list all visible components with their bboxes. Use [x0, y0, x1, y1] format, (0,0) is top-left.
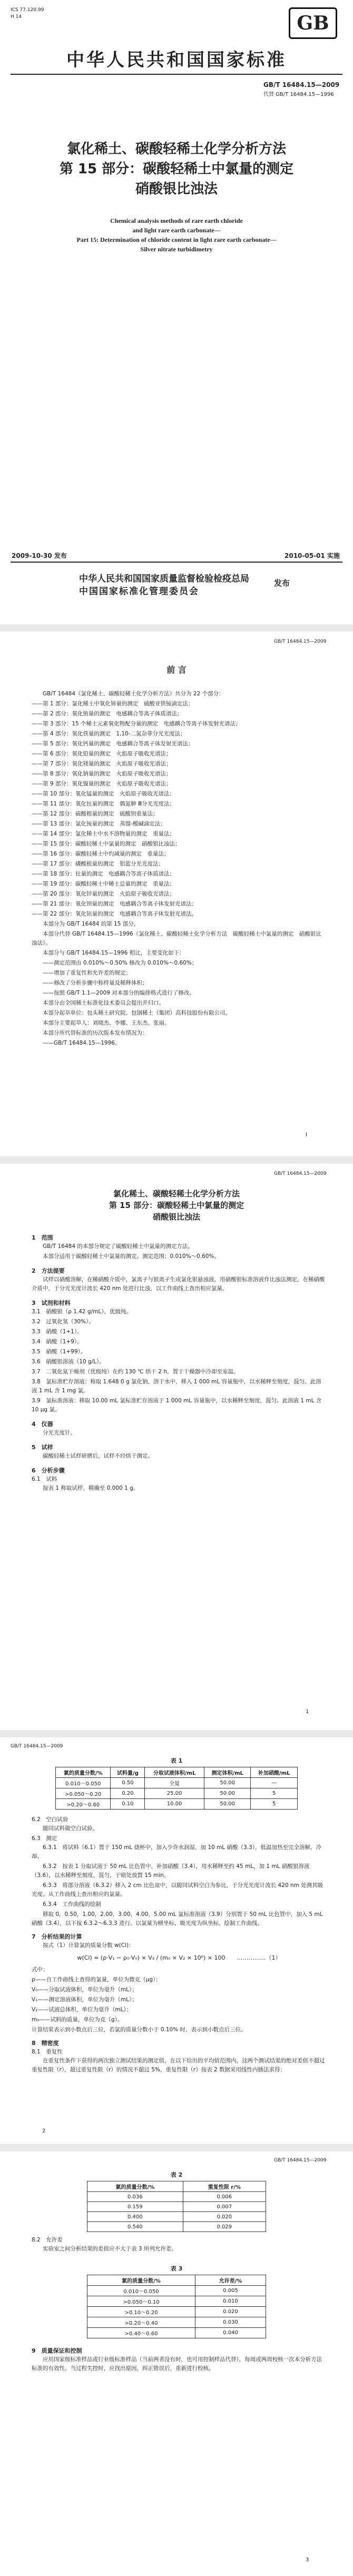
- table-row: [87, 2286, 266, 2296]
- formula-legend-item: V₀——分取试液体积，单位为毫升（mL）；: [32, 1987, 138, 1993]
- section-8-1-heading: 8.1 重复性: [32, 2049, 63, 2055]
- preface-paragraph: 本部分为 GB/T 16484 的第 15 部分。: [43, 921, 140, 927]
- preface-part-item: ——第 3 部分：15 个稀土元素氧化物配分量的测定 电感耦合等离子体发射光谱法；: [32, 721, 241, 727]
- table-cell: 0.50: [111, 1778, 145, 1788]
- preface-paragraph: ——按照 GB/T 1.1—2009 对本部分的编排格式进行了修改。: [43, 990, 195, 996]
- section-9-heading: 9 质量保证和控制: [32, 2347, 82, 2354]
- table-cell: 0.029: [183, 2222, 266, 2232]
- standard-title: 中华人民共和国国家标准: [66, 50, 287, 71]
- table-cell: 0.010～0.050: [56, 1778, 111, 1788]
- table-cell: >0.050～0.10: [87, 2296, 195, 2307]
- table-1: [55, 1767, 298, 1810]
- reagent-item: 3.6 硝酸银溶液（10 g/L）。: [32, 1359, 105, 1365]
- body-page-1: [0, 1164, 353, 1730]
- table-cell: 10.00: [145, 1799, 204, 1810]
- section-7-text: 按式（1）计算氯的质量分数 w(Cl)：: [43, 1942, 134, 1949]
- preface-part-item: ——第 13 部分：氯化铵量的测定 蒸馏-酸碱滴定法；: [32, 821, 166, 827]
- preface-part-item: ——第 14 部分：氯化稀土中水不溶物量的测定 重量法；: [32, 831, 175, 837]
- table-cell: 5: [251, 1788, 298, 1799]
- measurement-steps: [32, 1843, 327, 1928]
- table-row: [56, 1788, 298, 1799]
- table-cell: 0.010～0.050: [87, 2286, 195, 2296]
- measurement-step: 6.3.3 将部分溶液（6.3.2）移入 2 cm 比色皿中，以随同试料空白为参比，于分光光度计波长 420 nm 处测其吸光度。从工作曲线上查出相应的氯量。: [32, 1882, 323, 1897]
- reagent-item: 3.1 硝酸银（ρ 1.42 g/mL），优级纯。: [32, 1309, 132, 1315]
- table-header-cell: 氯的质量分数/%: [56, 1767, 111, 1778]
- section-6-heading: 6 分析步骤: [32, 1467, 65, 1474]
- section-1-text-2: 本部分适用于碳酸轻稀土中氯量的测定。测定范围：0.010%～0.60%。: [43, 1253, 220, 1260]
- table-cell: 0.030: [195, 2317, 266, 2328]
- table-row: [87, 2212, 266, 2222]
- cover-title-cn-3: 硝酸银比浊法: [135, 181, 218, 197]
- body2-page-number: 2: [42, 2128, 46, 2134]
- page-separator: [0, 624, 353, 632]
- body3-header-code: GB/T 16484.15—2009: [274, 2158, 327, 2163]
- body-title-1: 氯化稀土、碳酸轻稀土化学分析方法: [113, 1189, 240, 1198]
- preface-paragraph: ——增加了重复性和允许差的规定；: [43, 970, 131, 976]
- body2-header-code: GB/T 16484.15—2009: [11, 1744, 63, 1749]
- table-cell: 0.540: [87, 2222, 183, 2232]
- gb-logo: GB: [289, 7, 337, 39]
- table3-title: 表 3: [170, 2265, 183, 2272]
- reagent-item: 3.4 硝酸（1+9）。: [32, 1339, 83, 1345]
- preface-part-item: ——第 20 部分：氧化锌量的测定 火焰原子吸收光谱法；: [32, 891, 175, 897]
- cover-title-cn-2: 第 15 部分：碳酸轻稀土中氯量的测定: [59, 161, 294, 177]
- preface-paragraph: ——修改了分析步骤中称样量及稀释体积；: [43, 980, 148, 986]
- body1-page-number: 1: [306, 1709, 309, 1715]
- table-cell: 5: [251, 1799, 298, 1810]
- section-9-text: 应用国家级标准样品或行业级标准样品（当前两者没有时，也可用控制样品代替），每周或两周校核一次本分析方法标准的有效性。当过程失控时，应找出原因，纠正错误后，重新进行校核。: [32, 2356, 322, 2372]
- section-2-heading: 2 方法提要: [32, 1267, 65, 1274]
- standard-code: GB/T 16484.15—2009: [263, 81, 340, 89]
- section-1-heading: 1 范围: [32, 1234, 53, 1241]
- section-8-2-text: 实验室之间分析结果的差值应不大于表 3 所列允许差。: [43, 2246, 177, 2252]
- reagent-item: 3.7 二氧化氮干燥剂（优级纯）在约 130 ℃ 烘干 2 h，置于干燥器中冷却至室温。: [32, 1369, 239, 1375]
- table-header-cell: 试料量/g: [111, 1767, 145, 1778]
- cover-rule-top: [11, 74, 342, 75]
- table-header-cell: 氯的质量分数/%: [87, 2181, 183, 2192]
- preface-paragraph: 本部分与 GB/T 16484.15—1996 相比，主要变化如下：: [43, 950, 185, 956]
- table-header-row: [87, 2181, 266, 2192]
- section-5-heading: 5 试样: [32, 1444, 53, 1451]
- section-6-2-heading: 6.2 空白试验: [32, 1816, 68, 1823]
- table-row: [87, 2296, 266, 2307]
- table-header-cell: 氯的质量分数/%: [87, 2275, 195, 2286]
- preface-part-item: ——第 19 部分：碳酸轻稀土中稀土总量的测定 重量法；: [32, 881, 175, 887]
- preface-part-item: ——第 8 部分：氧化钠量的测定 火焰原子吸收光谱法；: [32, 771, 172, 777]
- issuer-suffix: 发布: [274, 578, 290, 588]
- preface-header-code: GB/T 16484.15—2009: [274, 639, 327, 644]
- table-cell: >0.050～0.20: [56, 1788, 111, 1799]
- table-header-row: [56, 1767, 298, 1778]
- table-cell: 全量: [145, 1778, 204, 1788]
- table-header-cell: 允许差/%: [195, 2275, 266, 2286]
- table-row: [87, 2192, 266, 2202]
- preface-body: [32, 690, 327, 1049]
- preface-paragraph: 本部分主要起草人：刘晓杰、李娜、王东杰、张丽。: [43, 1020, 170, 1026]
- body-title-2: 第 15 部分：碳酸轻稀土中氯量的测定: [109, 1201, 244, 1210]
- section-3-heading: 3 试剂和材料: [32, 1300, 71, 1306]
- table-cell: 50.00: [204, 1788, 251, 1799]
- preface-page: [0, 632, 353, 1156]
- body3-page-number: 3: [306, 2557, 309, 2563]
- cover-title-en-1: Chemical analysis methods of rare earth chloride: [110, 217, 243, 224]
- preface-paragraph: ——GB/T 16484.15—1996。: [43, 1040, 121, 1046]
- preface-paragraph: ——测定范围由 0.010%～0.50% 修改为 0.010%～0.60%；: [43, 960, 198, 966]
- table-cell: >0.20～0.60: [56, 1799, 111, 1810]
- ics-code: ICS 77.120.99: [11, 7, 44, 13]
- formula-legend: [32, 1965, 327, 2034]
- preface-title: 前 言: [166, 665, 187, 675]
- section-8-heading: 8 精密度: [32, 2040, 59, 2047]
- reagent-item: 3.3 硝酸（1+1）。: [32, 1329, 83, 1335]
- table-cell: 0.010: [195, 2296, 266, 2307]
- cover-title-en-4: Silver nitrate turbidimetry: [140, 245, 213, 253]
- preface-part-item: ——第 22 部分：氧化钴量的测定 电感耦合等离子体发射光谱法。: [32, 911, 198, 917]
- preface-part-item: ——第 5 部分：氧化钙量的测定 电感耦合等离子体发射光谱法；: [32, 741, 194, 747]
- table-cell: 0.005: [195, 2286, 266, 2296]
- table1-title: 表 1: [170, 1757, 183, 1764]
- section-7-heading: 7 分析结果的计算: [32, 1933, 82, 1940]
- section-1-text-1: GB/T 16484 的本部分规定了碳酸轻稀土中氯量的测定方法。: [43, 1243, 193, 1250]
- preface-intro: GB/T 16484《氯化稀土、碳酸轻稀土化学分析方法》共分为 22 个部分：: [43, 691, 224, 697]
- formula-legend-item: m₀——试料的质量，单位为克（g）。: [32, 2017, 123, 2023]
- table-header-cell: 重复性限 r/%: [183, 2181, 266, 2192]
- table-cell: >0.40～0.60: [87, 2328, 195, 2338]
- cover-rule-bottom: [11, 562, 342, 563]
- ccs-code: H 14: [11, 14, 22, 19]
- measurement-step: 移取 0，0.50，1.00，2.00，3.00，4.00，5.00 mL 氯标准溶液（3.9）分别置于 50 mL 比色管中，加入 5 mL 硝酸（3.4），以下按 6.3.2～6.3.3 进行。以氯量为横坐标，吸光度为纵坐标，绘制工作曲线。: [32, 1911, 323, 1926]
- preface-paragraph: 本部分由全国稀土标准化技术委员会提出并归口。: [43, 1000, 164, 1006]
- preface-parts-list: [32, 700, 327, 919]
- preface-page-number: I: [306, 1132, 307, 1138]
- table-cell: 25.00: [145, 1788, 204, 1799]
- table-header-cell: 测定体积/mL: [204, 1767, 251, 1778]
- page-separator: [0, 2144, 353, 2151]
- section-6-2-text: 随同试料做空白试验。: [43, 1825, 98, 1832]
- preface-part-item: ——第 10 部分：氧化锰量的测定 火焰原子吸收光谱法；: [32, 791, 175, 797]
- section-8-1-text: 在重复性条件下获得的两次独立测试结果的测定值，在以下给出的平均值范围内，这两个测试结果的绝对差值不超过重复性限（r），超过重复性限（r）的情况不超过 5%，重复性限（r）按表 2 数据采用线性内插法求得：: [32, 2058, 325, 2073]
- issuer-2: 中国国家标准化管理委员会: [79, 586, 199, 597]
- body3-section-8-2: [32, 2236, 327, 2255]
- table-2: [87, 2181, 266, 2232]
- formula-legend-item: 式中：: [32, 1967, 48, 1973]
- preface-part-item: ——第 18 部分：钍量的测定 电感耦合等离子体质谱法；: [32, 871, 175, 877]
- body-page-2: [0, 1737, 353, 2144]
- body2-content: [32, 1815, 327, 2076]
- cover-page: [0, 0, 353, 624]
- preface-part-item: ——第 12 部分：硫酸根量的测定 硫酸钡重量法；: [32, 811, 159, 817]
- preface-part-item: ——第 2 部分：氧化铕量的测定 电感耦合等离子体质谱法；: [32, 711, 183, 717]
- table-row: [56, 1799, 298, 1810]
- table-cell: 0.036: [87, 2192, 183, 2202]
- formula: w(Cl) = (ρ·V₁ − ρ₀·V₀) × V₃ / (m₀ × V₂ × 10⁶) × 100 ……………（1）: [77, 1954, 281, 1961]
- preface-part-item: ——第 21 部分：氧化钡量的测定 电感耦合等离子体发射光谱法；: [32, 901, 198, 907]
- table-cell: 0.10: [111, 1799, 145, 1810]
- preface-part-item: ——第 16 部分：碳酸轻稀土中灼减量的测定 重量法；: [32, 851, 170, 857]
- table2-title: 表 2: [170, 2171, 183, 2178]
- cover-title-en-3: Part 15: Determination of chloride content in light rare earth carbonate—: [76, 236, 277, 243]
- table-cell: 0.159: [87, 2202, 183, 2212]
- formula-legend-item: V₂——试液总体积，单位为毫升（mL）；: [32, 2007, 132, 2013]
- body3-section-9: [32, 2346, 327, 2374]
- measurement-step: 6.3.2 按表 1 分取试液于 50 mL 比色管中，补加硝酸（3.4），用水稀释至约 45 mL，加 1 mL 硝酸银溶液（3.6），以水稀释至刻度，混匀，于暗处放置 15 min。: [32, 1863, 310, 1879]
- table-row: [56, 1778, 298, 1788]
- preface-part-item: ——第 9 部分：氧化镍量的测定 火焰原子吸收光谱法；: [32, 781, 172, 787]
- preface-part-item: ——第 6 部分：氧化铅量的测定 火焰原子吸收光谱法；: [32, 751, 172, 757]
- table-header-cell: 补加硝酸/mL: [251, 1767, 298, 1778]
- section-4-heading: 4 仪器: [32, 1421, 53, 1428]
- table-header-row: [87, 2275, 266, 2286]
- formula-legend-item: 计算结果表示到小数点后三位，若氯的质量分数小于 0.10% 时，表示到小数点后三位。: [32, 2027, 247, 2033]
- table-3: [87, 2275, 266, 2338]
- page-separator: [0, 1730, 353, 1737]
- preface-part-item: ——第 15 部分：碳酸轻稀土中氯量的测定 硝酸银比浊法；: [32, 841, 181, 847]
- table-row: [87, 2307, 266, 2317]
- preface-part-item: ——第 4 部分：氧化铁量的测定 1,10-二氮杂菲分光光度法；: [32, 731, 186, 737]
- section-6-1-text: 按表 1 称取试样，精确至 0.000 1 g。: [43, 1485, 139, 1491]
- section-6-1-heading: 6.1 试料: [32, 1476, 57, 1482]
- table-cell: 0.400: [87, 2212, 183, 2222]
- table-row: [87, 2202, 266, 2212]
- table-cell: 0.040: [195, 2328, 266, 2338]
- cover-title-en-2: and light rare earth carbonate—: [132, 227, 221, 234]
- body-title-3: 硝酸银比浊法: [152, 1212, 200, 1222]
- section-6-3-heading: 6.3 测定: [32, 1835, 57, 1842]
- reagent-item: 3.9 氯标准溶液：移取 10.00 mL 氯标准贮存溶液于 1 000 mL 容量瓶中，以水稀释至刻度，混匀。此溶液 1 mL 含 10 μg 氯。: [32, 1398, 322, 1413]
- reagent-item: 3.5 硝酸（1+99）。: [32, 1349, 86, 1355]
- table-cell: 0.020: [195, 2307, 266, 2317]
- body1-content: [32, 1233, 327, 1494]
- table-row: [87, 2328, 266, 2338]
- table-cell: 50.00: [204, 1778, 251, 1788]
- preface-part-item: ——第 1 部分：氯化稀土中氧化铈量的测定 硫酸亚铁铵滴定法；: [32, 701, 194, 707]
- section-2-text: 试样以硝酸溶解，在稀硝酸介质中，氯离子与银离子生成氯化银悬浊液，用硝酸银标准溶液作比浊法测定，在稀硝酸介质中，于分光光度计波长 420 nm 处进行比浊，以工作曲线上查出相应氯量。: [32, 1276, 325, 1292]
- issuer-1: 中华人民共和国国家质量监督检验检疫总局: [79, 574, 249, 584]
- table-cell: 0.006: [183, 2192, 266, 2202]
- preface-paragraphs: [32, 920, 327, 1048]
- formula-legend-item: V₁——测定溶液体积，单位为毫升（mL）；: [32, 1997, 138, 2003]
- preface-part-item: ——第 7 部分：氧化镁量的测定 火焰原子吸收光谱法；: [32, 761, 172, 767]
- table-cell: >0.20～0.40: [87, 2317, 195, 2328]
- preface-part-item: ——第 11 部分：氧化钍量的测定 偶氮胂 Ⅲ分光光度法；: [32, 801, 175, 807]
- formula-legend-item: ρ——自工作曲线上查得的氯量，单位为微克（μg）；: [32, 1977, 161, 1983]
- preface-paragraph: 本部分起草单位：包头稀土研究院、包钢稀土（集团）高科技股份有限公司。: [43, 1010, 231, 1016]
- page-separator: [0, 1156, 353, 1164]
- issue-date: 2009-10-30 发布: [12, 552, 67, 559]
- reagent-item: 3.8 氯标准贮存溶液：称取 1.648 0 g 氯化钠，溶于水中，移入 1 000 mL 容量瓶中，以水稀释至刻度，混匀。此溶液 1 mL 含 1 mg 氯。: [32, 1379, 321, 1394]
- preface-paragraph: 本部分所代替标准的历次版本发布情况为：: [43, 1030, 148, 1036]
- table-cell: —: [251, 1778, 298, 1788]
- preface-part-item: ——第 17 部分：磷酸根量的测定 钼蓝分光光度法；: [32, 861, 164, 867]
- body-page-3: [0, 2151, 353, 2576]
- replaces-code: 代替 GB/T 16484.15—1996: [263, 92, 334, 97]
- table-cell: 0.20: [111, 1788, 145, 1799]
- body1-header-code: GB/T 16484.15—2009: [274, 1171, 327, 1176]
- measurement-step: 6.3.1 将试料（6.1）置于 150 mL 烧杯中，加入少许水润湿，加 10 mL 硝酸（3.3），低温加热至完全溶解，冷却。: [32, 1844, 321, 1860]
- table-cell: 50.00: [204, 1799, 251, 1810]
- table-row: [87, 2317, 266, 2328]
- table-header-cell: 分取试液体积/mL: [145, 1767, 204, 1778]
- section-4-text: 分光光度计。: [43, 1430, 76, 1436]
- measurement-step: 6.3.4 工作曲线的绘制: [43, 1901, 101, 1908]
- section-5-text: 碳酸轻稀土试样研磨后，试样不经烘干测定。: [43, 1453, 153, 1459]
- table-cell: 0.020: [183, 2212, 266, 2222]
- reagent-list: [32, 1307, 327, 1414]
- section-8-2-heading: 8.2 允许差: [32, 2237, 63, 2243]
- cover-title-cn-1: 氯化稀土、碳酸轻稀土化学分析方法: [66, 141, 286, 157]
- reagent-item: 3.2 过氧化氢（30%）。: [32, 1319, 94, 1325]
- table-cell: >0.10～0.20: [87, 2307, 195, 2317]
- table-row: [87, 2222, 266, 2232]
- implementation-date: 2010-05-01 实施: [285, 552, 340, 559]
- preface-paragraph: 本部分代替 GB/T 16484.15—1996《氯化稀土、碳酸轻稀土化学分析方法 碳酸轻稀土中氯量的测定 硝酸银比浊法》。: [32, 931, 321, 946]
- table-cell: 0.007: [183, 2202, 266, 2212]
